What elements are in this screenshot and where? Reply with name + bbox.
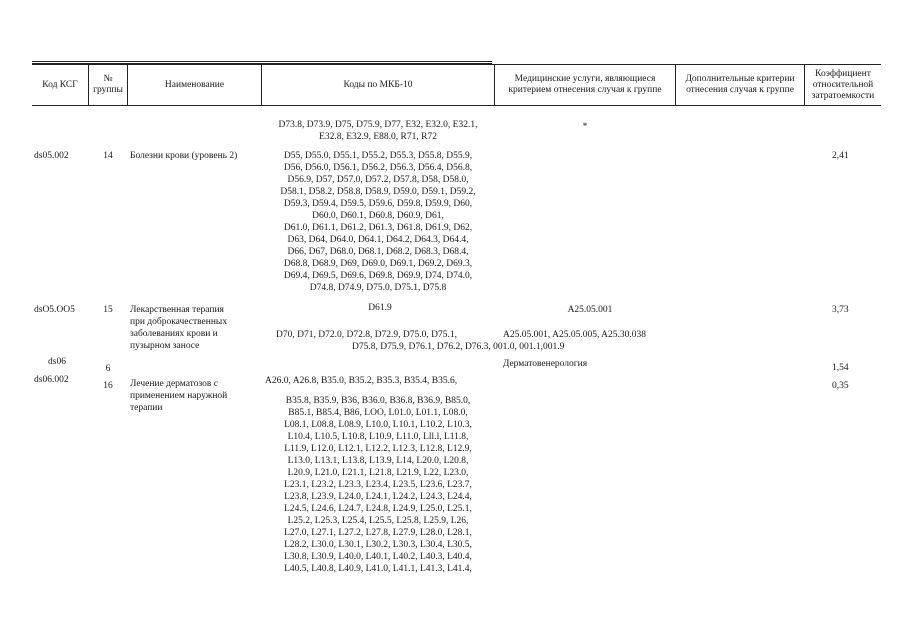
icd-codes-continuation bbox=[262, 119, 494, 143]
icd-line: L10.4, L10.5, L10.8, L10.9, L11.0, Lll.l, L11.8, bbox=[287, 432, 469, 442]
header-divider bbox=[675, 64, 676, 105]
header-divider bbox=[804, 64, 805, 105]
icd-line: A26.0, A26.8, B35.0, B35.2, B35.3, B35.4, B35.6, bbox=[265, 376, 458, 386]
icd-codes bbox=[262, 150, 494, 294]
icd-line: E32.8, E32.9, E88.0, R71, R72 bbox=[319, 132, 437, 142]
icd-line: D58.1, D58.2, D58.8, D58.9, D59.0, D59.1, D59.2, bbox=[280, 187, 476, 197]
name-line: при доброкачественных bbox=[130, 317, 228, 327]
service-code: A25.05.001 bbox=[567, 305, 613, 315]
name-line: заболеваниях крови и bbox=[130, 329, 218, 339]
icd-line: L27.0, L27.1, L27.2, L27.8, L27.9, L28.0, L28.1, bbox=[284, 528, 472, 538]
group-name bbox=[130, 304, 227, 352]
group-number: 15 bbox=[103, 305, 113, 315]
icd-line: D73.8, D73.9, D75, D75.9, D77, E32, E32.0, E32.1, bbox=[278, 120, 478, 130]
name-line: терапии bbox=[130, 403, 163, 413]
icd-line: L24.5, L24.6, L24.7, L24.8, L24.9, L25.0, L25.1, bbox=[284, 504, 472, 514]
icd-line: L20.9, L21.0, L21.1, L21.8, L21.9, L22, L23.0, bbox=[287, 468, 469, 478]
header-ksg-code: Код КСГ bbox=[42, 79, 78, 90]
icd-line: B35.8, B35.9, B36, B36.0, B36.8, B36.9, B85.0, bbox=[285, 396, 471, 406]
service-asterisk: * bbox=[582, 122, 588, 132]
icd-line: D56.9, D57, D57.0, D57.2, D57.8, D58, D58.0, bbox=[287, 175, 469, 185]
icd-line: D66, D67, D68.0, D68.1, D68.2, D68.3, D68.4, bbox=[287, 247, 469, 257]
icd-line: L25.2, L25.3, L25.4, L25.5, L25.8, L25.9, L26, bbox=[287, 516, 469, 526]
icd-line: B85.1, B85.4, B86, LOO, L01.0, L01.1, L08.0, bbox=[288, 408, 468, 418]
cost-coefficient: 0,35 bbox=[832, 381, 849, 391]
ksg-code: ds05.002 bbox=[34, 151, 69, 161]
icd-line: D75.8, D75.9, D76.1, D76.2, D76.3, 001.0, 001.1,001.9 bbox=[352, 342, 565, 352]
icd-line: L13.0, L13.1, L13.8, L13.9, L14, L20.0, L20.8, bbox=[287, 456, 469, 466]
header-divider bbox=[88, 64, 89, 105]
icd-line: L40.5, L40.8, L40.9, L41.0, L41.1, L41.3, L41.4, bbox=[284, 564, 472, 574]
group-name bbox=[130, 378, 227, 414]
icd-line: L11.9, L12.0, L12.1, L12.2, L12.3, L12.8, L12.9, bbox=[284, 444, 472, 454]
ksg-code: dsO5.OO5 bbox=[34, 305, 75, 315]
icd-line: L23.1, L23.2, L23.3, L23.4, L23.5, L23.6, L23.7, bbox=[284, 480, 472, 490]
top-rule bbox=[32, 61, 492, 62]
profile-number: 6 bbox=[105, 364, 111, 374]
header-cost-coefficient: Коэффициент относительной затратоемкости bbox=[811, 68, 875, 101]
icd-line: D55, D55.0, D55.1, D55.2, D55.3, D55.8, D55.9, bbox=[283, 151, 473, 161]
header-name: Наименование bbox=[164, 79, 225, 90]
profile-code: ds06 bbox=[48, 357, 66, 367]
cost-coefficient: 3,73 bbox=[832, 305, 849, 315]
icd-line: D74.8, D74.9, D75.0, D75.1, D75.8 bbox=[309, 283, 447, 293]
profile-coefficient: 1,54 bbox=[832, 363, 849, 373]
name-line: Лечение дерматозов с bbox=[130, 379, 218, 389]
icd-line: D60.0, D60.1, D60.8, D60.9, D61, bbox=[312, 211, 444, 221]
icd-line: D70, D71, D72.0, D72.8, D72.9, D75.0, D75.1, bbox=[276, 330, 458, 340]
icd-line: L08.1, L08.8, L08.9, L10.0, L10.1, L10.2, L10.3, bbox=[284, 420, 472, 430]
service-codes: A25.05.001, A25.05.005, A25.30.038 bbox=[503, 330, 647, 340]
header-icd10-codes: Коды по МКБ-10 bbox=[343, 79, 413, 90]
name-line: пузырном заносе bbox=[130, 341, 200, 351]
icd-line: L23.8, L23.9, L24.0, L24.1, L24.2, L24.3, L24.4, bbox=[284, 492, 472, 502]
icd-line: L30.8, L30.9, L40.0, L40.1, L40.2, L40.3, L40.4, bbox=[284, 552, 472, 562]
icd-codes bbox=[262, 395, 494, 575]
name-line: применением наружной bbox=[130, 391, 228, 401]
group-number: 14 bbox=[103, 151, 113, 161]
icd-line: D63, D64, D64.0, D64.1, D64.2, D64.3, D64.4, bbox=[287, 235, 469, 245]
header-additional-criteria: Дополнительные критерии отнесения случая к группе bbox=[685, 74, 795, 95]
name-line: Лекарственная терапия bbox=[130, 305, 224, 315]
icd-line: D61.0, D61.1, D61.2, D61.3, D61.8, D61.9, D62, bbox=[283, 223, 473, 233]
icd-line: D56, D56.0, D56.1, D56.2, D56.3, D56.4, D56.8, bbox=[283, 163, 473, 173]
group-name: Болезни крови (уровень 2) bbox=[130, 151, 238, 161]
group-number: 16 bbox=[103, 381, 113, 391]
cost-coefficient: 2,41 bbox=[832, 151, 849, 161]
icd-code: D61.9 bbox=[368, 303, 392, 313]
header-group-number: № группы bbox=[93, 74, 123, 95]
ksg-code: ds06.002 bbox=[34, 375, 69, 385]
profile-name: Дерматовенерология bbox=[502, 359, 588, 369]
header-divider bbox=[494, 64, 495, 105]
icd-line: D59.3, D59.4, D59.5, D59.6, D59.8, D59.9, D60, bbox=[283, 199, 473, 209]
header-divider bbox=[261, 64, 262, 105]
icd-line: D69.4, D69.5, D69.6, D69.8, D69.9, D74, D74.0, bbox=[283, 271, 473, 281]
header-medical-services: Медицинские услуги, являющиеся критерием отнесения случая к группе bbox=[508, 74, 662, 95]
icd-line: L28.2, L30.0, L30.1, L30.2, L30.3, L30.4, L30.5, bbox=[284, 540, 472, 550]
table-header bbox=[32, 64, 881, 106]
icd-line: D68.8, D68.9, D69, D69.0, D69.1, D69.2, D69.3, bbox=[283, 259, 473, 269]
header-divider bbox=[127, 64, 128, 105]
